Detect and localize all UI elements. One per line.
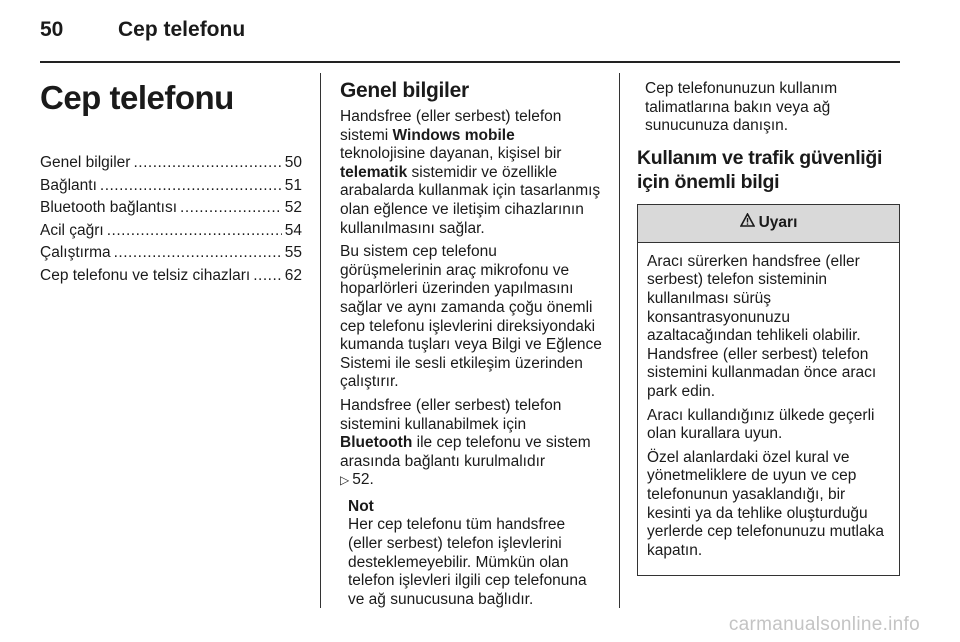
note-heading: Not bbox=[348, 497, 374, 515]
chapter-title: Cep telefonu bbox=[40, 79, 234, 116]
warning-box bbox=[637, 204, 900, 577]
warning-paragraph-3: Özel alanlardaki özel kural ve yönetmeliklere de uyun ve cep telefonunun yasaklandığı, bir kesinti ya da tehlike oluşturduğu yerlerde cep telefonunuzu mutlaka kapatın. bbox=[647, 448, 884, 559]
warning-paragraph-2: Aracı kullandığınız ülkede geçerli olan kurallara uyun. bbox=[647, 406, 875, 443]
running-title: Cep telefonu bbox=[118, 18, 246, 41]
column-divider-1 bbox=[320, 73, 321, 608]
toc-entry-emergency[interactable]: Acil çağrı ..... 54 bbox=[40, 220, 302, 243]
paragraph-continuation: Cep telefonunuzun kullanım talimatlarına bakın veya ağ sunucunuza danışın. bbox=[645, 80, 838, 135]
note-block bbox=[348, 498, 602, 610]
section-title-general: Genel bilgiler bbox=[340, 79, 469, 102]
paragraph-intro: Handsfree (eller serbest) telefon sistemi Windows mobile teknolojisine dayanan, kişisel bir telematik sistemidir ve özellikle arabalarda kullanmak için tasarlanmış olan eğlence ve iletişim cihazlarının kullanılmasını sağlar. bbox=[340, 108, 601, 237]
toc-entry-connection[interactable]: Bağlantı ..... 51 bbox=[40, 175, 302, 198]
page-header bbox=[40, 18, 920, 48]
column-safety bbox=[637, 76, 902, 576]
column-toc bbox=[40, 76, 302, 287]
section-title-safety: Kullanım ve trafik güvenliği için önemli bilgi bbox=[637, 146, 883, 193]
toc-entry-general[interactable]: Genel bilgiler ..... 50 bbox=[40, 152, 302, 175]
page-reference-icon: ▷ bbox=[340, 473, 350, 488]
warning-body bbox=[638, 243, 899, 576]
page-number: 50 bbox=[40, 18, 64, 41]
note-body: Her cep telefonu tüm handsfree (eller serbest) telefon işlevlerini desteklemeyebilir. Mümkün olan telefon işlevleri ilgili cep telefonuna ve ağ sunucusuna bağlıdır. bbox=[348, 516, 587, 608]
warning-triangle-icon bbox=[740, 213, 755, 233]
toc-entry-operation[interactable]: Çalıştırma ..... 55 bbox=[40, 242, 302, 265]
column-general-info bbox=[340, 76, 602, 609]
warning-label: Uyarı bbox=[758, 213, 798, 231]
header-rule bbox=[40, 61, 900, 63]
warning-paragraph-1: Aracı sürerken handsfree (eller serbest) telefon sisteminin kullanılması sürüş konsantrasyonunuzu azaltacağından tehlikeli olabilir. Handsfree (eller serbest) telefon sistemini kullanmadan önce aracı park edin. bbox=[647, 252, 877, 400]
toc-entry-bluetooth[interactable]: Bluetooth bağlantısı ..... 52 bbox=[40, 197, 302, 220]
paragraph-system: Bu sistem cep telefonu görüşmelerinin araç mikrofonu ve hoparlörleri üzerinden yapılmasını sağlar ve aynı zamanda çoğu önemli cep telefonu işlevlerini direksiyondaki kumanda tuşları veya Bilgi ve Eğlence Sistemi ile sesli etkileşim üzerinden çalıştırır. bbox=[340, 243, 602, 391]
toc-entry-radio-devices[interactable]: Cep telefonu ve telsiz cihazları ..... 62 bbox=[40, 265, 302, 288]
warning-header bbox=[638, 205, 899, 243]
page-reference-link[interactable]: 52. bbox=[352, 471, 374, 489]
paragraph-bluetooth: Handsfree (eller serbest) telefon sistemini kullanabilmek için Bluetooth ile cep telefonu ve sistem arasında bağlantı kurulmalıdır ▷ 52. bbox=[340, 396, 591, 489]
column-divider-2 bbox=[619, 73, 620, 608]
watermark: carmanualsonline.info bbox=[728, 614, 920, 635]
table-of-contents bbox=[40, 152, 302, 287]
